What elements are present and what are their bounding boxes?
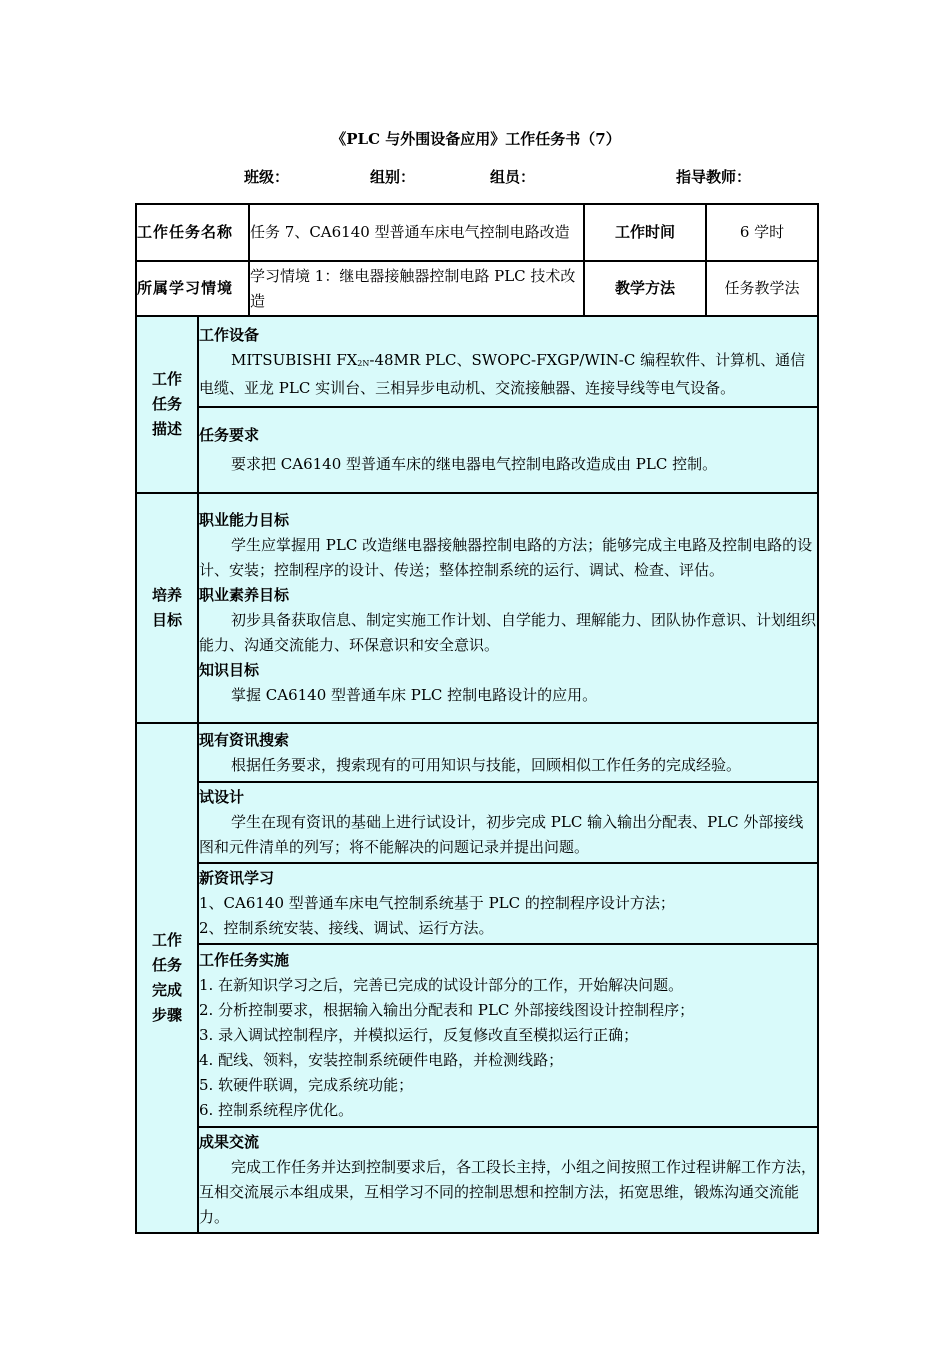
equipment-text: MITSUBISHI $FX_{2N}-48MR$ PLC、SWOPC-FXGP/WIN-C 编程软件、计算机、通信电缆、亚龙 PLC 实训台、三相异步电动机、交流接触器、连接导线等电气设备。 (199, 350, 806, 397)
search-text: 根据任务要求，搜索现有的可用知识与技能，回顾相似工作任务的完成经验。 (231, 755, 742, 774)
teacher-label: 指导教师： (676, 168, 752, 186)
search-heading: 现有资讯搜索 (199, 730, 290, 749)
search-section (198, 723, 818, 782)
quality-heading: 职业素养目标 (199, 586, 290, 604)
document-title: 《PLC 与外围设备应用》工作任务书（7） (331, 130, 621, 148)
implementation-item: 6. 控制系统程序优化。 (199, 1101, 354, 1119)
trial-heading: 试设计 (199, 788, 245, 806)
new-info-section (198, 863, 818, 944)
row-search (136, 723, 818, 782)
quality-text: 初步具备获取信息、制定实施工作计划、自学能力、理解能力、团队协作意识、计划组织能力、沟通交流能力、环保意识和安全意识。 (199, 611, 817, 654)
steps-label (136, 723, 198, 1233)
knowledge-text: 掌握 CA6140 型普通车床 PLC 控制电路设计的应用。 (231, 686, 598, 704)
requirement-text: 要求把 CA6140 型普通车床的继电器电气控制电路改造成由 PLC 控制。 (231, 455, 718, 473)
description-label (136, 316, 198, 493)
goals-section (198, 493, 818, 723)
new-info-item: 2、控制系统安装、接线、调试、运行方法。 (199, 919, 494, 937)
knowledge-heading: 知识目标 (199, 661, 260, 679)
equipment-text-subscript: 2N (357, 358, 370, 368)
row-task-name (136, 204, 818, 261)
new-info-item: 1、CA6140 型普通车床电气控制系统基于 PLC 的控制程序设计方法； (199, 894, 675, 912)
learning-context-label: 所属学习情境 (136, 261, 249, 316)
row-new-info (136, 863, 818, 944)
trial-section (198, 782, 818, 863)
row-exchange (136, 1127, 818, 1233)
member-label: 组员： (490, 168, 536, 186)
task-name-label: 工作任务名称 (136, 204, 249, 261)
ability-heading: 职业能力目标 (199, 511, 290, 529)
implementation-item: 3. 录入调试控制程序，并模拟运行，反复修改直至模拟运行正确； (199, 1026, 639, 1044)
teaching-method-value: 任务教学法 (706, 261, 818, 316)
class-label: 班级： (244, 168, 290, 186)
equipment-section (198, 316, 818, 407)
row-goals (136, 493, 818, 723)
exchange-section (198, 1127, 818, 1233)
implementation-item: 4. 配线、领料，安装控制系统硬件电路，并检测线路； (199, 1051, 564, 1069)
task-table (135, 203, 819, 1234)
exchange-text: 完成工作任务并达到控制要求后，各工段长主持，小组之间按照工作过程讲解工作方法，互相交流展示本组成果，互相学习不同的控制思想和控制方法，拓宽思维，锻炼沟通交流能力。 (199, 1158, 817, 1226)
exchange-heading: 成果交流 (199, 1133, 260, 1151)
requirement-section (198, 407, 818, 493)
work-time-label: 工作时间 (584, 204, 706, 261)
task-name-value: 任务 7、CA6140 型普通车床电气控制电路改造 (249, 204, 584, 261)
implementation-item: 1. 在新知识学习之后，完善已完成的试设计部分的工作，开始解决问题。 (199, 976, 684, 994)
implementation-heading: 工作任务实施 (199, 951, 290, 969)
goals-label (136, 493, 198, 723)
group-label: 组别： (370, 168, 416, 186)
trial-text: 学生在现有资讯的基础上进行试设计，初步完成 PLC 输入输出分配表、PLC 外部接线图和元件清单的列写；将不能解决的问题记录并提出问题。 (199, 813, 804, 856)
description-label-text: 工作任务描述 (152, 370, 183, 438)
ability-text: 学生应掌握用 PLC 改造继电器接触器控制电路的方法；能够完成主电路及控制电路的设计、安装；控制程序的设计、传送；整体控制系统的运行、调试、检查、评估。 (199, 536, 813, 579)
requirement-heading: 任务要求 (199, 426, 260, 444)
implementation-item: 2. 分析控制要求，根据输入输出分配表和 PLC 外部接线图设计控制程序； (199, 1001, 695, 1019)
equipment-heading: 工作设备 (199, 325, 260, 344)
row-equipment (136, 316, 818, 407)
goals-label-text: 培养目标 (152, 586, 183, 629)
row-learning-context (136, 261, 818, 316)
implementation-item: 5. 软硬件联调，完成系统功能； (199, 1076, 414, 1094)
implementation-section (198, 944, 818, 1127)
learning-context-value: 学习情境 1：继电器接触器控制电路 PLC 技术改造 (249, 261, 584, 316)
new-info-heading: 新资讯学习 (199, 869, 275, 887)
row-implementation (136, 944, 818, 1127)
row-trial-design (136, 782, 818, 863)
steps-label-text: 工作任务完成步骤 (152, 931, 183, 1024)
teaching-method-label: 教学方法 (584, 261, 706, 316)
work-time-value: 6 学时 (706, 204, 818, 261)
row-requirement (136, 407, 818, 493)
